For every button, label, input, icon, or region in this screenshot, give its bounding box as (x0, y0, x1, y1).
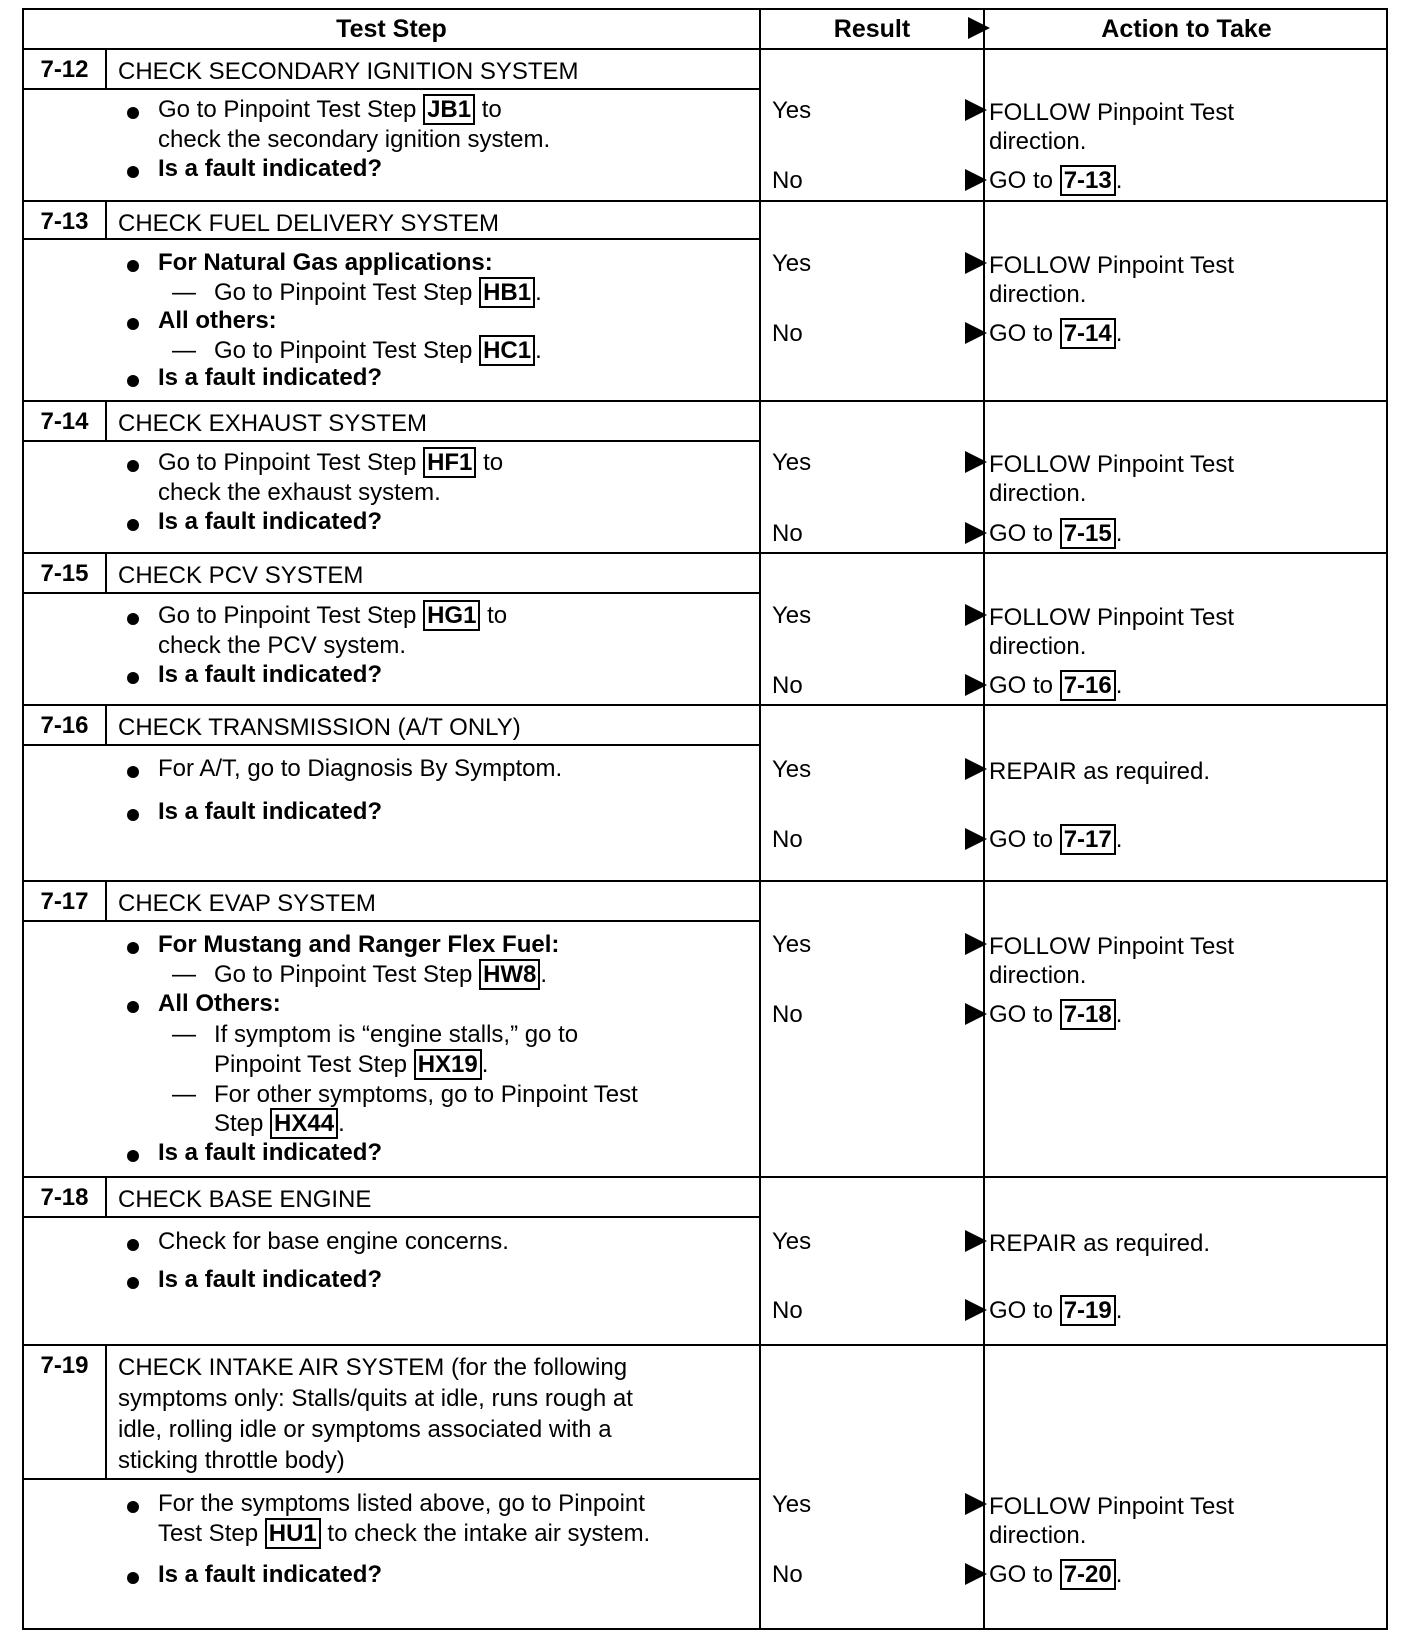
action-goto: GO to 7-18 . (989, 1001, 1123, 1028)
action-goto: GO to 7-13 . (989, 167, 1123, 194)
arrow-icon (965, 1003, 987, 1025)
action-direction: direction. (989, 128, 1087, 155)
bullet-icon (127, 766, 139, 778)
step-ref: 7-20 (1060, 1559, 1116, 1590)
step-title: CHECK EXHAUST SYSTEM (118, 410, 427, 437)
bullet-icon (127, 1501, 139, 1513)
question: Is a fault indicated? (158, 1139, 383, 1166)
bullet-icon (127, 519, 139, 531)
arrow-icon (965, 1299, 987, 1321)
action-goto: GO to 7-20 . (989, 1561, 1123, 1588)
action-direction: direction. (989, 1522, 1087, 1549)
bullet-icon (127, 809, 139, 821)
question: Is a fault indicated? (158, 364, 383, 391)
step-7-19 (24, 1346, 1386, 1630)
instruction-line: Test Step HU1 to check the intake air system. (158, 1520, 651, 1547)
arrow-icon (965, 451, 987, 473)
instruction-line: Go to Pinpoint Test Step JB1 to (158, 96, 502, 123)
bullet-icon (127, 1150, 139, 1162)
step-7-12 (24, 50, 1386, 202)
arrow-icon (965, 99, 987, 121)
step-7-14 (24, 402, 1386, 554)
pinpoint-ref: HF1 (423, 447, 476, 478)
instruction-line: For A/T, go to Diagnosis By Symptom. (158, 755, 563, 782)
result-no: No (772, 672, 803, 699)
result-no: No (772, 1561, 803, 1588)
arrow-icon (965, 522, 987, 544)
step-ref: 7-17 (1060, 824, 1116, 855)
step-ref: 7-18 (1060, 999, 1116, 1030)
arrow-icon (965, 1493, 987, 1515)
action-follow: FOLLOW Pinpoint Test (989, 933, 1234, 960)
bullet-icon (127, 1277, 139, 1289)
step-number: 7-16 (24, 706, 107, 744)
instruction-line: check the PCV system. (158, 632, 407, 659)
bullet-icon (127, 166, 139, 178)
step-ref: 7-19 (1060, 1295, 1116, 1326)
instruction-line: Go to Pinpoint Test Step HG1 to (158, 602, 508, 629)
bullet-icon (127, 375, 139, 387)
step-ref: 7-14 (1060, 318, 1116, 349)
pinpoint-ref: HU1 (265, 1518, 321, 1549)
arrow-icon (965, 1230, 987, 1252)
action-direction: direction. (989, 480, 1087, 507)
instruction-line: For other symptoms, go to Pinpoint Test (214, 1081, 638, 1108)
result-yes: Yes (772, 449, 812, 476)
arrow-icon (965, 933, 987, 955)
header-action: Action to Take (1101, 15, 1272, 43)
action-direction: direction. (989, 633, 1087, 660)
pinpoint-ref: JB1 (423, 94, 475, 125)
instruction-line: check the exhaust system. (158, 479, 441, 506)
step-title-bar (24, 882, 759, 922)
bullet-icon (127, 1239, 139, 1251)
result-yes: Yes (772, 1228, 812, 1255)
result-yes: Yes (772, 97, 812, 124)
action-repair: REPAIR as required. (989, 1230, 1210, 1257)
step-title: CHECK TRANSMISSION (A/T ONLY) (118, 714, 521, 741)
step-7-17 (24, 882, 1386, 1178)
pinpoint-ref: HW8 (479, 959, 540, 990)
instruction-line: Pinpoint Test Step HX19 . (214, 1051, 489, 1078)
action-follow: FOLLOW Pinpoint Test (989, 99, 1234, 126)
bullet-icon (127, 260, 139, 272)
result-no: No (772, 520, 803, 547)
step-7-13 (24, 202, 1386, 402)
step-title: CHECK EVAP SYSTEM (118, 890, 376, 917)
title-line: CHECK INTAKE AIR SYSTEM (for the following (118, 1354, 628, 1381)
action-follow: FOLLOW Pinpoint Test (989, 1493, 1234, 1520)
step-number: 7-14 (24, 402, 107, 440)
pinpoint-ref: HX19 (414, 1049, 482, 1080)
result-yes: Yes (772, 931, 812, 958)
step-number: 7-17 (24, 882, 107, 920)
step-7-16 (24, 706, 1386, 882)
condition-label: For Natural Gas applications: (158, 249, 493, 276)
instruction-line: Go to Pinpoint Test Step HF1 to (158, 449, 504, 476)
result-yes: Yes (772, 756, 812, 783)
dash-icon: — (172, 279, 196, 306)
bullet-icon (127, 942, 139, 954)
step-number: 7-13 (24, 202, 107, 238)
arrow-icon (965, 1563, 987, 1585)
step-title-bar (24, 202, 759, 240)
action-goto: GO to 7-19 . (989, 1297, 1123, 1324)
title-line: symptoms only: Stalls/quits at idle, runs rough at (118, 1385, 633, 1412)
condition-label: All Others: (158, 990, 281, 1017)
question: Is a fault indicated? (158, 508, 383, 535)
step-7-15 (24, 554, 1386, 706)
step-title: CHECK SECONDARY IGNITION SYSTEM (118, 58, 579, 85)
instruction-line: Go to Pinpoint Test Step HB1 . (214, 279, 542, 306)
condition-label: For Mustang and Ranger Flex Fuel: (158, 931, 560, 958)
action-direction: direction. (989, 962, 1087, 989)
action-goto: GO to 7-16 . (989, 672, 1123, 699)
step-number: 7-12 (24, 50, 107, 88)
arrow-icon (965, 322, 987, 344)
step-title-bar (24, 50, 759, 90)
bullet-icon (127, 460, 139, 472)
instruction-line: Go to Pinpoint Test Step HW8 . (214, 961, 548, 988)
step-number: 7-19 (24, 1346, 107, 1478)
action-follow: FOLLOW Pinpoint Test (989, 451, 1234, 478)
dash-icon: — (172, 1021, 196, 1048)
question: Is a fault indicated? (158, 1561, 383, 1588)
step-ref: 7-16 (1060, 670, 1116, 701)
instruction-line: Step HX44 . (214, 1110, 345, 1137)
dash-icon: — (172, 1081, 196, 1108)
question: Is a fault indicated? (158, 661, 383, 688)
instruction-line: Go to Pinpoint Test Step HC1 . (214, 337, 542, 364)
dash-icon: — (172, 961, 196, 988)
title-line: sticking throttle body) (118, 1447, 345, 1474)
bullet-icon (127, 1572, 139, 1584)
step-ref: 7-13 (1060, 165, 1116, 196)
action-follow: FOLLOW Pinpoint Test (989, 604, 1234, 631)
step-7-18 (24, 1178, 1386, 1346)
arrow-icon (965, 169, 987, 191)
step-number: 7-15 (24, 554, 107, 592)
step-number: 7-18 (24, 1178, 107, 1216)
arrow-icon (965, 604, 987, 626)
step-title-bar (24, 706, 759, 746)
pinpoint-ref: HC1 (479, 335, 535, 366)
step-title-bar (24, 554, 759, 594)
arrow-icon (965, 758, 987, 780)
dash-icon: — (172, 337, 196, 364)
step-title-bar (24, 1178, 759, 1218)
table-header (24, 10, 1386, 50)
result-no: No (772, 826, 803, 853)
arrow-icon (965, 828, 987, 850)
result-no: No (772, 1001, 803, 1028)
instruction-line: For the symptoms listed above, go to Pinpoint (158, 1490, 645, 1517)
instruction-line: If symptom is “engine stalls,” go to (214, 1021, 579, 1048)
instruction-line: check the secondary ignition system. (158, 126, 551, 153)
arrow-icon (965, 252, 987, 274)
bullet-icon (127, 318, 139, 330)
step-title: CHECK FUEL DELIVERY SYSTEM (118, 210, 499, 237)
step-ref: 7-15 (1060, 518, 1116, 549)
pinpoint-ref: HB1 (479, 277, 535, 308)
result-no: No (772, 167, 803, 194)
condition-label: All others: (158, 307, 277, 334)
bullet-icon (127, 1001, 139, 1013)
header-test-step: Test Step (336, 15, 447, 43)
question: Is a fault indicated? (158, 155, 383, 182)
step-title-bar (24, 402, 759, 442)
action-repair: REPAIR as required. (989, 758, 1210, 785)
question: Is a fault indicated? (158, 798, 383, 825)
header-result: Result (833, 15, 911, 43)
question: Is a fault indicated? (158, 1266, 383, 1293)
action-goto: GO to 7-15 . (989, 520, 1123, 547)
pinpoint-ref: HG1 (423, 600, 480, 631)
action-direction: direction. (989, 281, 1087, 308)
pinpoint-ref: HX44 (270, 1108, 338, 1139)
result-yes: Yes (772, 250, 812, 277)
action-goto: GO to 7-17 . (989, 826, 1123, 853)
result-no: No (772, 1297, 803, 1324)
diagnostic-table (22, 8, 1388, 1630)
bullet-icon (127, 613, 139, 625)
result-no: No (772, 320, 803, 347)
arrow-icon (965, 674, 987, 696)
step-title-bar (24, 1346, 759, 1480)
step-title (118, 1352, 749, 1476)
title-line: idle, rolling idle or symptoms associated with a (118, 1416, 612, 1443)
action-follow: FOLLOW Pinpoint Test (989, 252, 1234, 279)
bullet-icon (127, 107, 139, 119)
step-title: CHECK PCV SYSTEM (118, 562, 364, 589)
result-yes: Yes (772, 1491, 812, 1518)
result-yes: Yes (772, 602, 812, 629)
action-goto: GO to 7-14 . (989, 320, 1123, 347)
instruction-line: Check for base engine concerns. (158, 1228, 509, 1255)
step-title: CHECK BASE ENGINE (118, 1186, 372, 1213)
bullet-icon (127, 672, 139, 684)
